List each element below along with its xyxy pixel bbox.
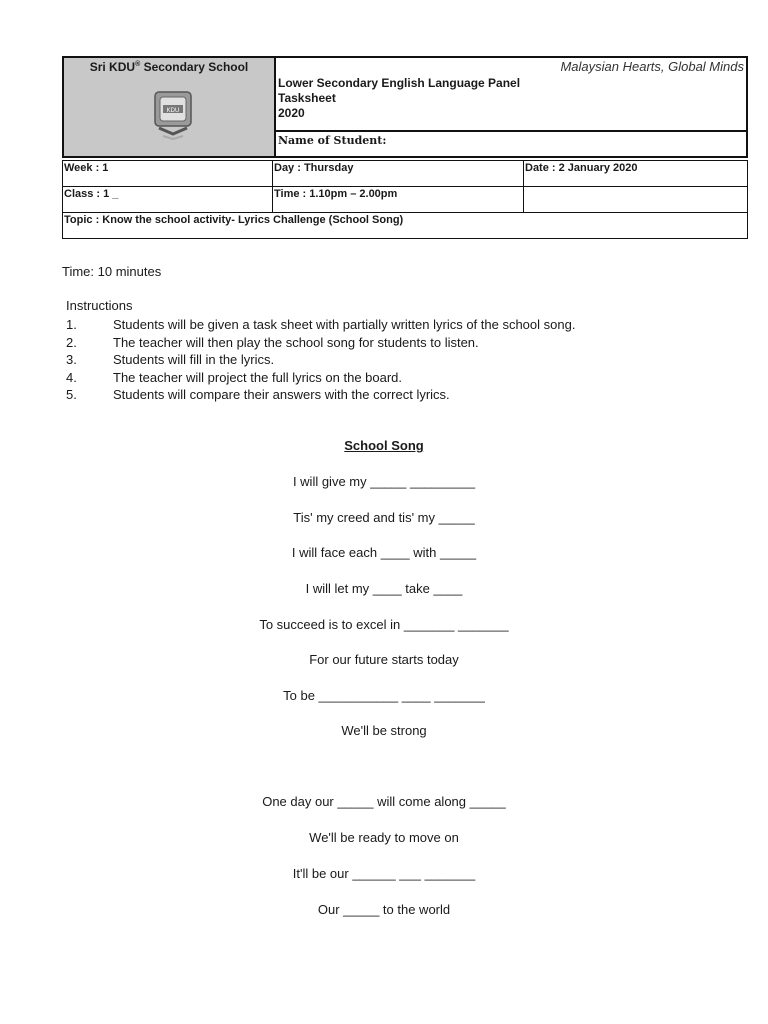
lyric-line: One day our _____ will come along _____ — [262, 794, 506, 809]
list-item: 2. The teacher will then play the school song for students to listen. — [66, 334, 479, 350]
list-item: 3. Students will fill in the lyrics. — [66, 352, 275, 367]
instructions-list — [66, 316, 575, 404]
panel-title: Lower Secondary English Language Panel Tasksheet 2020 — [278, 76, 521, 120]
svg-text:KDU: KDU — [166, 108, 180, 114]
lyric-line: I will give my _____ _________ — [292, 474, 476, 489]
list-item: 4. The teacher will project the full lyrics on the board. — [66, 369, 403, 385]
student-name-row — [276, 130, 746, 158]
week-cell: Week : 1 — [63, 161, 273, 187]
header-box — [62, 56, 748, 158]
time-cell: Time : 1.10pm – 2.00pm — [273, 187, 524, 213]
lyric-line: To be ___________ ____ _______ — [283, 688, 485, 703]
lyric-line: To succeed is to excel in _______ _______ — [259, 617, 509, 632]
lyric-line: I will face each ____ with _____ — [291, 545, 477, 560]
list-item: 5. Students will compare their answers with the correct lyrics. — [66, 387, 450, 402]
school-name: Sri KDU® Secondary School — [89, 60, 249, 74]
lesson-info-table — [62, 160, 748, 239]
lyric-line: I will let my ____ take ____ — [305, 581, 463, 596]
empty-cell — [524, 187, 748, 213]
lyric-line: Our _____ to the world — [317, 902, 451, 917]
time-allowed: Time: 10 minutes — [62, 264, 162, 279]
instructions-title: Instructions — [66, 298, 133, 313]
lyric-line: We'll be strong — [341, 723, 427, 738]
class-cell: Class : 1 _ — [63, 187, 273, 213]
lyric-line: It'll be our ______ ___ _______ — [292, 866, 476, 881]
school-motto: Malaysian Hearts, Global Minds — [560, 59, 744, 74]
student-name-label: Name of Student: — [278, 134, 387, 147]
logo-cell — [64, 58, 276, 156]
lyric-line: We'll be ready to move on — [309, 830, 459, 845]
date-cell: Date : 2 January 2020 — [524, 161, 748, 187]
lyric-line: For our future starts today — [309, 652, 459, 667]
topic-cell: Topic : Know the school activity- Lyrics Challenge (School Song) — [63, 213, 748, 239]
list-item: 1. Students will be given a task sheet with partially written lyrics of the school song. — [66, 317, 576, 332]
day-cell: Day : Thursday — [273, 161, 524, 187]
lyric-line: Tis' my creed and tis' my _____ — [293, 510, 475, 525]
song-title: School Song — [344, 438, 424, 453]
school-crest-icon — [149, 88, 197, 140]
